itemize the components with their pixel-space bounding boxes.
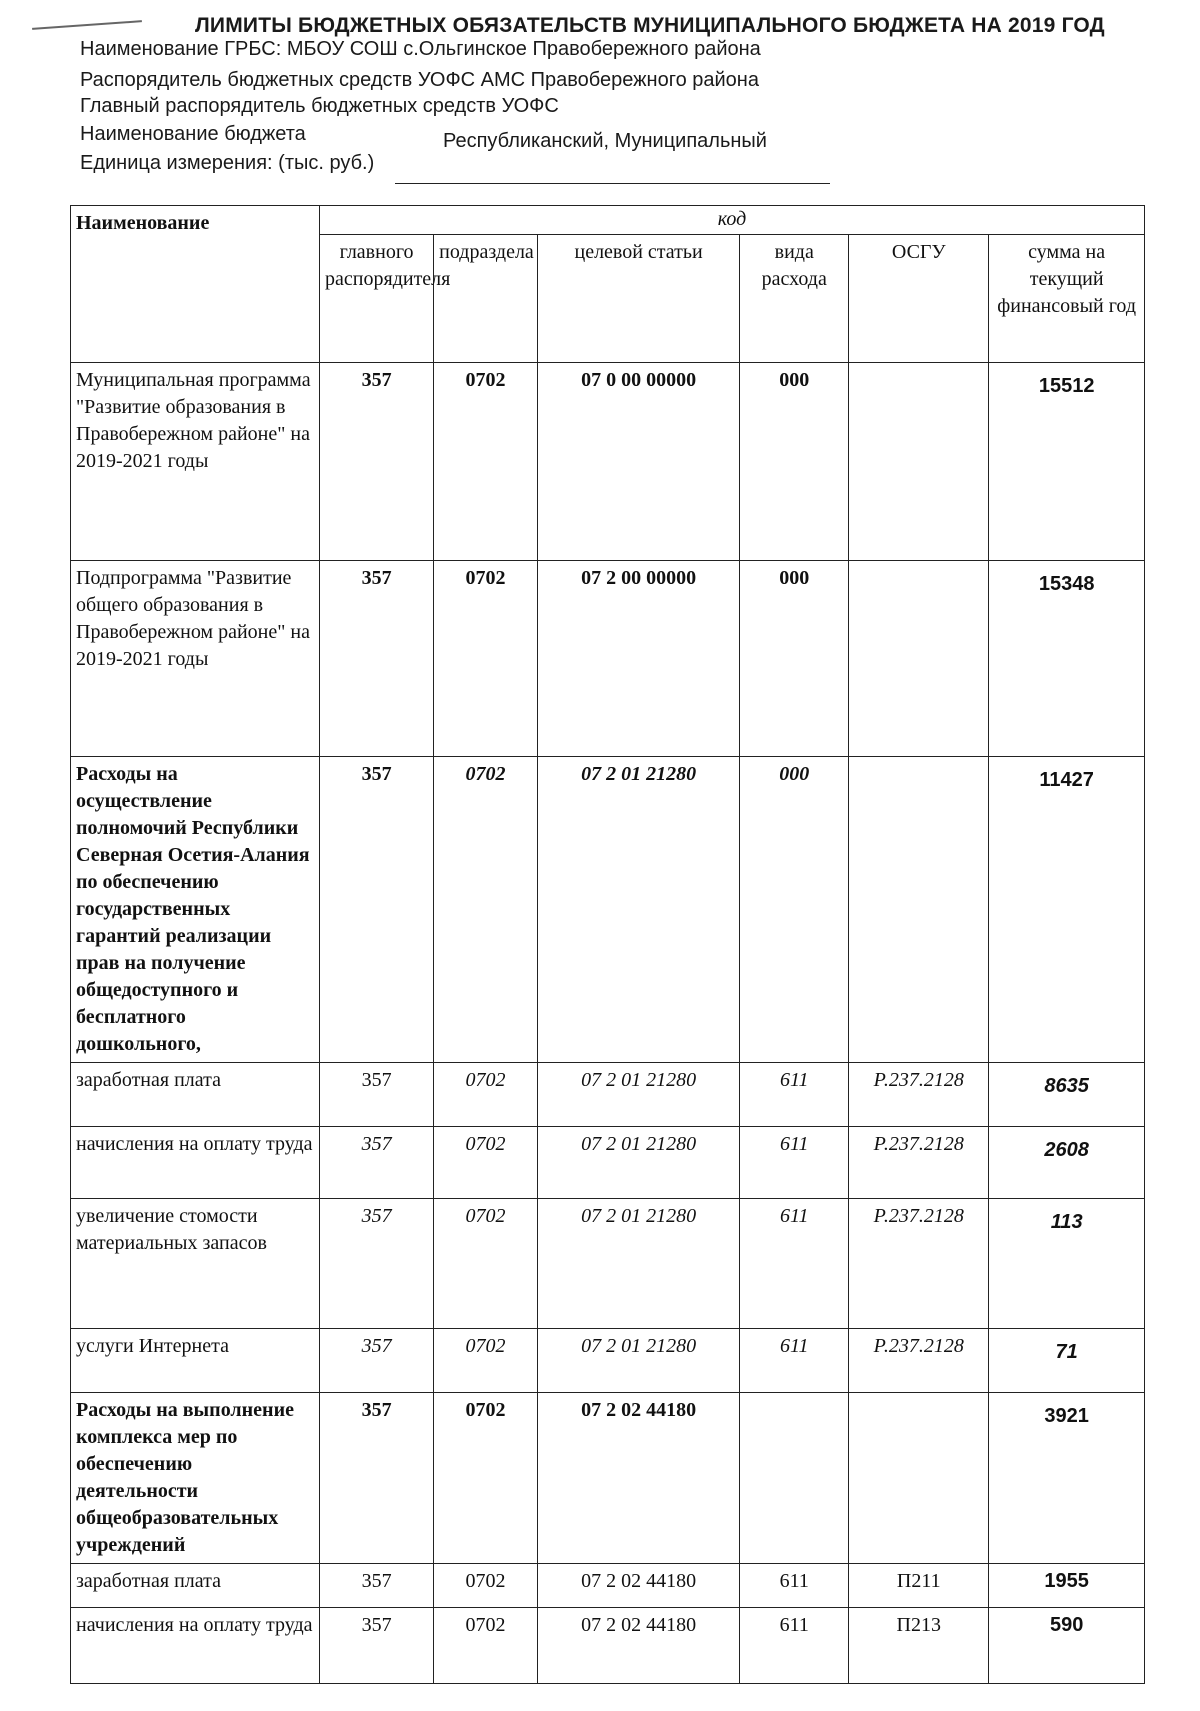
header-code: код: [320, 206, 1145, 235]
row-sum: 3921: [989, 1393, 1145, 1564]
row-subsection: 0702: [434, 561, 538, 757]
row-name: услуги Интернета: [71, 1329, 320, 1393]
row-grbs: 357: [320, 1564, 434, 1608]
row-name: начисления на оплату труда: [71, 1608, 320, 1684]
header-target: целевой статьи: [537, 235, 739, 363]
row-subsection: 0702: [434, 757, 538, 1063]
row-grbs: 357: [320, 1393, 434, 1564]
row-sum: 15512: [989, 363, 1145, 561]
row-sum: 590: [989, 1608, 1145, 1684]
row-name: увеличение стомости материальных запасов: [71, 1199, 320, 1329]
row-type: 611: [740, 1329, 849, 1393]
table-row: [71, 1393, 1145, 1564]
table-row: [71, 1063, 1145, 1127]
table-row: [71, 561, 1145, 757]
row-name: Подпрограмма "Развитие общего образования в Правобережном районе" на 2019-2021 годы: [71, 561, 320, 757]
row-name: Муниципальная программа "Развитие образования в Правобережном районе" на 2019-2021 годы: [71, 363, 320, 561]
row-subsection: 0702: [434, 1063, 538, 1127]
row-sum: 71: [989, 1329, 1145, 1393]
row-osgu: П213: [849, 1608, 989, 1684]
manager-line: Распорядитель бюджетных средств УОФС АМС Правобережного района: [80, 69, 759, 91]
header-name: Наименование: [71, 206, 320, 363]
row-osgu: Р.237.2128: [849, 1199, 989, 1329]
row-subsection: 0702: [434, 1564, 538, 1608]
row-osgu: [849, 1393, 989, 1564]
chief-manager-line: Главный распорядитель бюджетных средств УОФС: [80, 95, 559, 117]
row-type: 611: [740, 1564, 849, 1608]
table-row: [71, 757, 1145, 1063]
table-row: [71, 1199, 1145, 1329]
row-type: 000: [740, 363, 849, 561]
row-grbs: 357: [320, 1127, 434, 1199]
row-osgu: Р.237.2128: [849, 1127, 989, 1199]
row-subsection: 0702: [434, 1329, 538, 1393]
table-row: [71, 1329, 1145, 1393]
row-name: заработная плата: [71, 1564, 320, 1608]
table-row: [71, 1608, 1145, 1684]
row-name: заработная плата: [71, 1063, 320, 1127]
row-grbs: 357: [320, 1199, 434, 1329]
row-subsection: 0702: [434, 1199, 538, 1329]
table-row: [71, 1564, 1145, 1608]
row-sum: 2608: [989, 1127, 1145, 1199]
row-osgu: Р.237.2128: [849, 1329, 989, 1393]
row-target: 07 2 01 21280: [537, 1063, 739, 1127]
row-osgu: [849, 363, 989, 561]
row-sum: 15348: [989, 561, 1145, 757]
header-osgu: ОСГУ: [849, 235, 989, 363]
row-target: 07 2 00 00000: [537, 561, 739, 757]
row-grbs: 357: [320, 561, 434, 757]
limits-table: [70, 205, 1145, 1684]
unit-line: Единица измерения: (тыс. руб.): [80, 152, 375, 174]
row-sum: 8635: [989, 1063, 1145, 1127]
row-sum: 113: [989, 1199, 1145, 1329]
row-target: 07 2 01 21280: [537, 1329, 739, 1393]
row-grbs: 357: [320, 1063, 434, 1127]
grbs-line: Наименование ГРБС: МБОУ СОШ с.Ольгинское Правобережного района: [80, 38, 761, 60]
row-type: 611: [740, 1063, 849, 1127]
row-sum: 11427: [989, 757, 1145, 1063]
row-grbs: 357: [320, 363, 434, 561]
row-sum: 1955: [989, 1564, 1145, 1608]
header-subsection: подраздела: [434, 235, 538, 363]
row-target: 07 0 00 00000: [537, 363, 739, 561]
row-target: 07 2 02 44180: [537, 1608, 739, 1684]
row-target: 07 2 01 21280: [537, 1199, 739, 1329]
scan-mark: [32, 20, 142, 30]
document-title: ЛИМИТЫ БЮДЖЕТНЫХ ОБЯЗАТЕЛЬСТВ МУНИЦИПАЛЬНОГО БЮДЖЕТА НА 2019 ГОД: [195, 14, 1105, 37]
row-target: 07 2 02 44180: [537, 1564, 739, 1608]
row-subsection: 0702: [434, 1393, 538, 1564]
row-target: 07 2 01 21280: [537, 1127, 739, 1199]
header-sum: сумма на текущий финансовый год: [989, 235, 1145, 363]
table-row: [71, 363, 1145, 561]
row-subsection: 0702: [434, 363, 538, 561]
row-name: Расходы на выполнение комплекса мер по обеспечению деятельности общеобразовательных учреждений: [71, 1393, 320, 1564]
row-grbs: 357: [320, 1608, 434, 1684]
row-type: 611: [740, 1127, 849, 1199]
row-type: 000: [740, 561, 849, 757]
row-osgu: [849, 757, 989, 1063]
row-type: [740, 1393, 849, 1564]
row-name: начисления на оплату труда: [71, 1127, 320, 1199]
header-grbs: главного распорядителя: [320, 235, 434, 363]
row-type: 611: [740, 1608, 849, 1684]
row-grbs: 357: [320, 1329, 434, 1393]
row-type: 611: [740, 1199, 849, 1329]
row-subsection: 0702: [434, 1608, 538, 1684]
row-osgu: П211: [849, 1564, 989, 1608]
row-target: 07 2 01 21280: [537, 757, 739, 1063]
budget-label: Наименование бюджета: [80, 123, 306, 145]
row-target: 07 2 02 44180: [537, 1393, 739, 1564]
row-name: Расходы на осуществление полномочий Республики Северная Осетия-Алания по обеспечению государственных гарантий реализации прав на получение общедоступного и бесплатного дошкольного,: [71, 757, 320, 1063]
row-type: 000: [740, 757, 849, 1063]
budget-value: Республиканский, Муниципальный: [443, 130, 767, 152]
header-type: вида расхода: [740, 235, 849, 363]
row-grbs: 357: [320, 757, 434, 1063]
unit-underline: [395, 183, 830, 184]
row-osgu: Р.237.2128: [849, 1063, 989, 1127]
row-subsection: 0702: [434, 1127, 538, 1199]
row-osgu: [849, 561, 989, 757]
table-row: [71, 1127, 1145, 1199]
table-header-row: [71, 206, 1145, 235]
